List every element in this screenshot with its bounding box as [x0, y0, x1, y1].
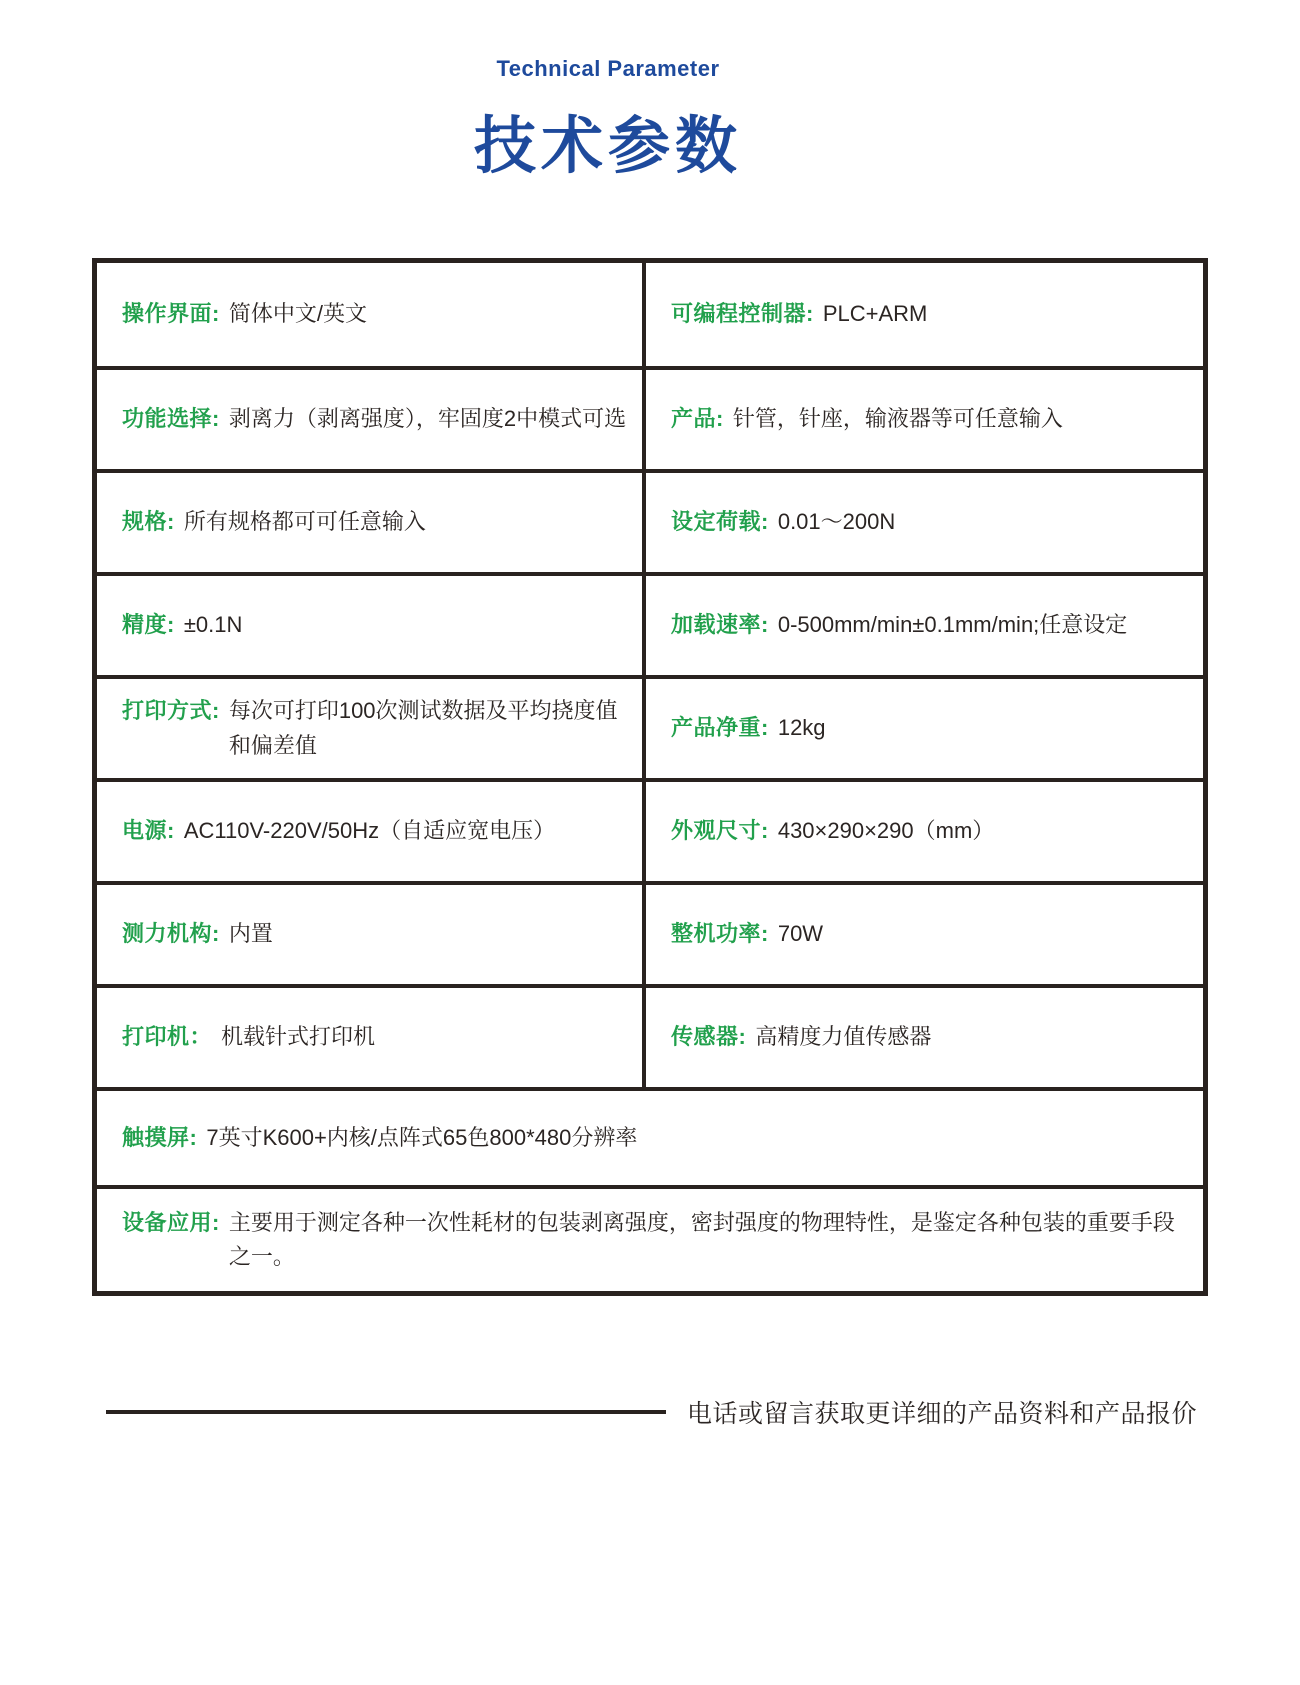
table-row: [97, 778, 1203, 881]
table-row: [97, 1185, 1203, 1291]
spec-value: 高精度力值传感器: [755, 1024, 932, 1050]
table-row: [97, 572, 1203, 675]
spec-cell: [646, 370, 1203, 469]
spec-label: 可编程控制器:: [671, 301, 814, 327]
spec-cell: [646, 988, 1203, 1087]
spec-label: 传感器:: [671, 1024, 747, 1050]
spec-value: 主要用于测定各种一次性耗材的包装剥离强度，密封强度的物理特性，是鉴定各种包装的重要手段之一。: [228, 1209, 1175, 1269]
spec-label: 整机功率:: [671, 921, 769, 947]
header: [0, 56, 1216, 185]
spec-cell: [646, 679, 1203, 778]
spec-value: 机载针式打印机: [221, 1024, 376, 1050]
table-row: [97, 881, 1203, 984]
spec-label: 电源:: [122, 818, 175, 844]
spec-label: 触摸屏:: [122, 1124, 198, 1150]
spec-value: 12kg: [777, 715, 826, 741]
spec-cell: [97, 885, 646, 984]
spec-label: 操作界面:: [122, 301, 220, 327]
spec-cell: [646, 885, 1203, 984]
spec-label: 加载速率:: [671, 612, 769, 638]
spec-cell: [646, 263, 1203, 366]
table-row: [97, 366, 1203, 469]
table-row: [97, 984, 1203, 1087]
header-subtitle-en: Technical Parameter: [496, 56, 720, 81]
spec-cell: [646, 473, 1203, 572]
spec-label: 设定荷载:: [671, 509, 769, 535]
spec-value: ±0.1N: [183, 612, 243, 638]
spec-value: 7英寸K600+内核/点阵式65色800*480分辨率: [206, 1124, 638, 1150]
spec-label: 产品:: [671, 406, 724, 432]
spec-table: [92, 258, 1208, 1296]
spec-value: 每次可打印100次测试数据及平均挠度值和偏差值: [228, 698, 618, 758]
spec-value: 简体中文/英文: [228, 301, 367, 327]
table-row: [97, 675, 1203, 778]
spec-cell: [97, 1091, 1203, 1185]
spec-label: 设备应用:: [122, 1209, 220, 1235]
spec-label: 功能选择:: [122, 406, 220, 432]
spec-cell: [97, 782, 646, 881]
spec-value: 针管，针座，输液器等可任意输入: [732, 406, 1063, 432]
spec-label: 精度:: [122, 612, 175, 638]
spec-cell: [97, 988, 646, 1087]
spec-label: 产品净重:: [671, 715, 769, 741]
table-row: [97, 263, 1203, 366]
spec-value: AC110V-220V/50Hz（自适应宽电压）: [183, 818, 556, 844]
spec-value: 0.01～200N: [777, 509, 896, 535]
footer-divider-line: [106, 1410, 666, 1414]
spec-value: 所有规格都可可任意输入: [183, 509, 426, 535]
spec-label: 打印机：: [122, 1024, 213, 1050]
spec-cell: [97, 1189, 1203, 1291]
spec-cell: [646, 782, 1203, 881]
table-row: [97, 1087, 1203, 1185]
spec-label: 外观尺寸:: [671, 818, 769, 844]
spec-cell: [97, 473, 646, 572]
spec-cell: [646, 576, 1203, 675]
footer-note: 电话或留言获取更详细的产品资料和产品报价: [687, 1400, 1198, 1428]
spec-value: PLC+ARM: [822, 301, 928, 327]
spec-value: 0-500mm/min±0.1mm/min;任意设定: [777, 612, 1128, 638]
spec-cell: [97, 679, 646, 778]
spec-cell: [97, 263, 646, 366]
table-row: [97, 469, 1203, 572]
spec-cell: [97, 370, 646, 469]
spec-label: 测力机构:: [122, 921, 220, 947]
spec-value: 430×290×290（mm）: [777, 818, 995, 844]
spec-value: 剥离力（剥离强度），牢固度2中模式可选: [228, 406, 627, 432]
spec-value: 内置: [228, 921, 273, 947]
spec-label: 规格:: [122, 509, 175, 535]
spec-cell: [97, 576, 646, 675]
spec-label: 打印方式:: [122, 698, 220, 724]
page-title: 技术参数: [473, 112, 742, 181]
spec-value: 70W: [777, 921, 824, 947]
